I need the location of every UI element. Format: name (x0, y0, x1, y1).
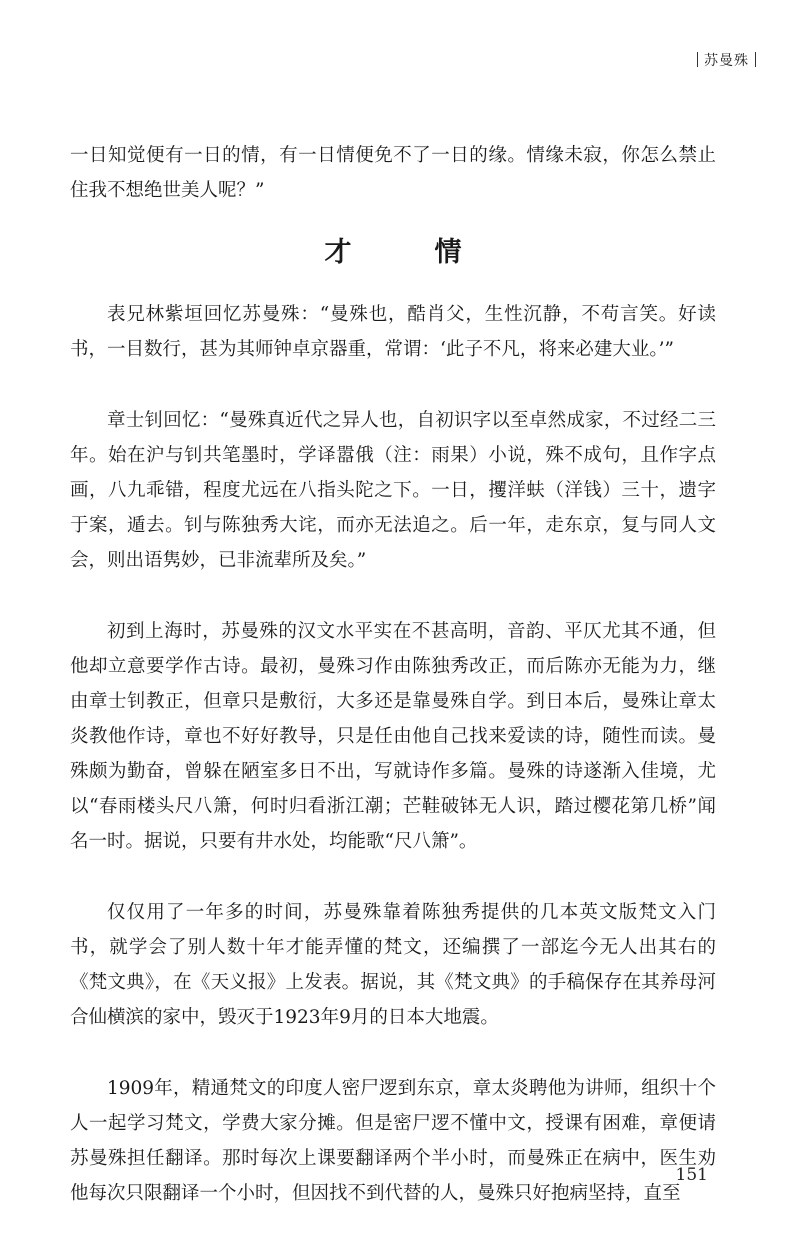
paragraph-4: 仅仅用了一年多的时间，苏曼殊靠着陈独秀提供的几本英文版梵文入门书，就学会了别人数十年才能弄懂的梵文，还编撰了一部迄今无人出其右的《梵文典》，在《天义报》上发表。据说，其《梵文典》的手稿保存在其养母河合仙横滨的家中，毁灭于1923年9月的日本大地震。 (70, 902, 716, 1028)
running-header (691, 50, 762, 70)
section-title: 才 情 (324, 237, 490, 268)
page-number: 151 (675, 1165, 708, 1185)
page-body (70, 138, 716, 1247)
paragraph-5: 1909年，精通梵文的印度人密尸逻到东京，章太炎聘他为讲师，组织十个人一起学习梵文，学费大家分摊。但是密尸逻不懂中文，授课有困难，章便请苏曼殊担任翻译。那时每次上课要翻译两个半小时，而曼殊正在病中，医生劝他每次只限翻译一个小时，但因找不到代替的人，曼殊只好抱病坚持，直至 (70, 1078, 716, 1204)
header-divider-right (755, 52, 756, 67)
paragraph-3: 初到上海时，苏曼殊的汉文水平实在不甚高明，音韵、平仄尤其不通，但他却立意要学作古诗。最初，曼殊习作由陈独秀改正，而后陈亦无能为力，继由章士钊教正，但章只是敷衍，大多还是靠曼殊自学。到日本后，曼殊让章太炎教他作诗，章也不好好教导，只是任由他自己找来爱读的诗，随性而读。曼殊颇为勤奋，曾躲在陋室多日不出，写就诗作多篇。曼殊的诗遂渐入佳境，尤以“春雨楼头尺八箫，何时归看浙江潮；芒鞋破钵无人识，踏过樱花第几桥”闻名一时。据说，只要有井水处，均能歌“尺八箫”。 (70, 621, 716, 852)
paragraph-2: 章士钊回忆：“曼殊真近代之异人也，自初识字以至卓然成家，不过经二三年。始在沪与钊共笔墨时，学译嚣俄（注：雨果）小说，殊不成句，且作字点画，八九乖错，程度尤远在八指头陀之下。一日，攫洋蚨（洋钱）三十，遗字于案，遁去。钊与陈独秀大诧，而亦无法追之。后一年，走东京，复与同人文会，则出语隽妙，已非流辈所及矣。” (70, 410, 716, 571)
continuation-paragraph: 一日知觉便有一日的情，有一日情便免不了一日的缘。情缘未寂，你怎么禁止住我不想绝世美人呢？” (70, 145, 716, 201)
header-divider-left (697, 52, 698, 67)
running-title: 苏曼殊 (704, 53, 749, 69)
paragraph-1: 表兄林紫垣回忆苏曼殊：“曼殊也，酷肖父，生性沉静，不苟言笑。好读书，一目数行，甚为其师钟卓京器重，常谓：‘此子不凡，将来必建大业。’” (70, 304, 716, 360)
